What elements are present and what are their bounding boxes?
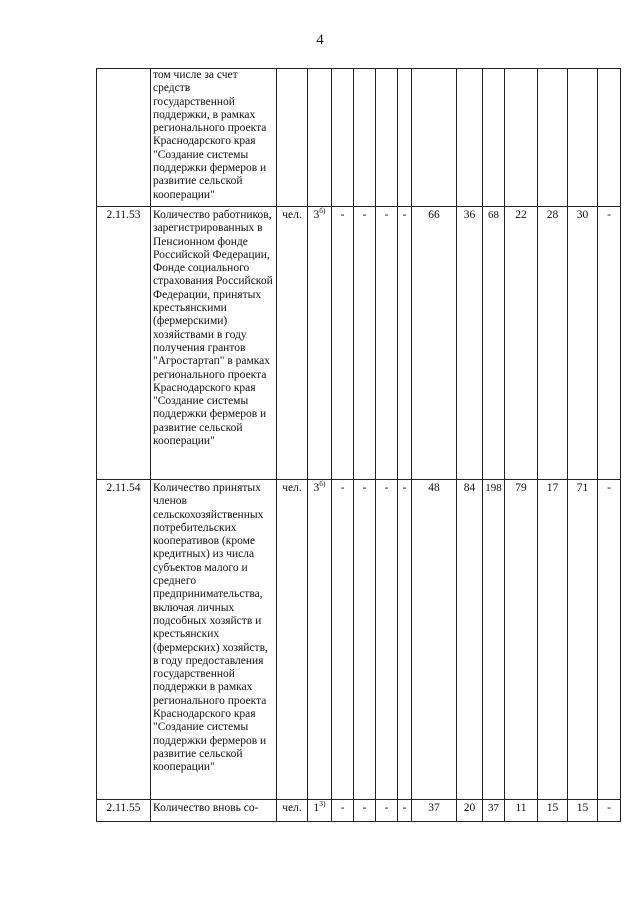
base-value-cell <box>308 207 332 480</box>
base-value-cell <box>308 800 332 822</box>
value-cell: - <box>398 800 412 822</box>
value-cell <box>332 69 354 207</box>
value-cell: - <box>598 207 621 480</box>
value-cell: 15 <box>568 800 598 822</box>
base-value-cell <box>308 69 332 207</box>
value-cell: 48 <box>412 480 457 800</box>
indicator-name-cell: том числе за счет средств государственной поддержки, в рамках регионального проекта Краснодарского края "Создание системы поддержки фермеров и развитие сельской кооперации" <box>151 69 277 207</box>
value-cell: - <box>598 800 621 822</box>
value-cell: - <box>354 207 376 480</box>
footnote-mark: б) <box>319 479 326 488</box>
table-row <box>97 800 621 822</box>
value-cell <box>483 69 505 207</box>
value-cell: - <box>398 480 412 800</box>
value-cell: - <box>332 480 354 800</box>
table-row <box>97 480 621 800</box>
base-value-cell <box>308 480 332 800</box>
value-cell: 37 <box>483 800 505 822</box>
value-cell <box>505 69 538 207</box>
footnote-mark: 3) <box>319 799 326 808</box>
row-number-cell: 2.11.55 <box>97 800 151 822</box>
row-number-cell: 2.11.53 <box>97 207 151 480</box>
value-cell: 11 <box>505 800 538 822</box>
unit-cell <box>277 69 308 207</box>
value-cell: 30 <box>568 207 598 480</box>
unit-cell: чел. <box>277 207 308 480</box>
indicator-table <box>96 68 621 822</box>
value-cell: 79 <box>505 480 538 800</box>
value-cell <box>412 69 457 207</box>
value-cell: - <box>376 800 398 822</box>
value-cell: - <box>354 480 376 800</box>
value-cell <box>376 69 398 207</box>
value-cell: 66 <box>412 207 457 480</box>
table-row <box>97 69 621 207</box>
value-cell <box>598 69 621 207</box>
value-cell: - <box>332 207 354 480</box>
value-cell <box>398 69 412 207</box>
row-number-cell <box>97 69 151 207</box>
unit-cell: чел. <box>277 800 308 822</box>
value-cell: - <box>598 480 621 800</box>
value-cell <box>538 69 568 207</box>
page-number: 4 <box>316 32 324 48</box>
unit-cell: чел. <box>277 480 308 800</box>
base-value: 3 <box>313 482 320 494</box>
indicator-name-cell: Количество вновь со- <box>151 800 277 822</box>
base-value: 3 <box>313 209 320 221</box>
value-cell: - <box>376 207 398 480</box>
row-number-cell: 2.11.54 <box>97 480 151 800</box>
value-cell: - <box>354 800 376 822</box>
base-value: 1 <box>313 802 320 814</box>
value-cell <box>354 69 376 207</box>
value-cell: 17 <box>538 480 568 800</box>
value-cell: 15 <box>538 800 568 822</box>
value-cell: - <box>398 207 412 480</box>
indicator-name-cell: Количество работников, зарегистрированных в Пенсионном фонде Российской Федерации, Фонде социального страхования Российской Федерации, принятых крестьянскими (фермерскими) хозяйствами в году получения грантов "Агростартап" в рамках регионального проекта Краснодарского края "Создание системы поддержки фермеров и развитие сельской кооперации" <box>151 207 277 480</box>
value-cell <box>457 69 483 207</box>
table-row <box>97 207 621 480</box>
value-cell: 20 <box>457 800 483 822</box>
value-cell: - <box>376 480 398 800</box>
value-cell: 37 <box>412 800 457 822</box>
value-cell: 22 <box>505 207 538 480</box>
footnote-mark: б) <box>319 206 326 215</box>
value-cell: 28 <box>538 207 568 480</box>
value-cell: 36 <box>457 207 483 480</box>
value-cell: 71 <box>568 480 598 800</box>
value-cell <box>568 69 598 207</box>
value-cell: 68 <box>483 207 505 480</box>
value-cell: 84 <box>457 480 483 800</box>
indicator-name-cell: Количество принятых членов сельскохозяйственных потребительских кооперативов (кроме кредитных) из числа субъектов малого и среднего предпринимательства, включая личных подсобных хозяйств и крестьянских (фермерских) хозяйств, в году предоставления государственной поддержки в рамках регионального проекта Краснодарского края "Создание системы поддержки фермеров и развитие сельской кооперации" <box>151 480 277 800</box>
value-cell: - <box>332 800 354 822</box>
value-cell: 198 <box>483 480 505 800</box>
